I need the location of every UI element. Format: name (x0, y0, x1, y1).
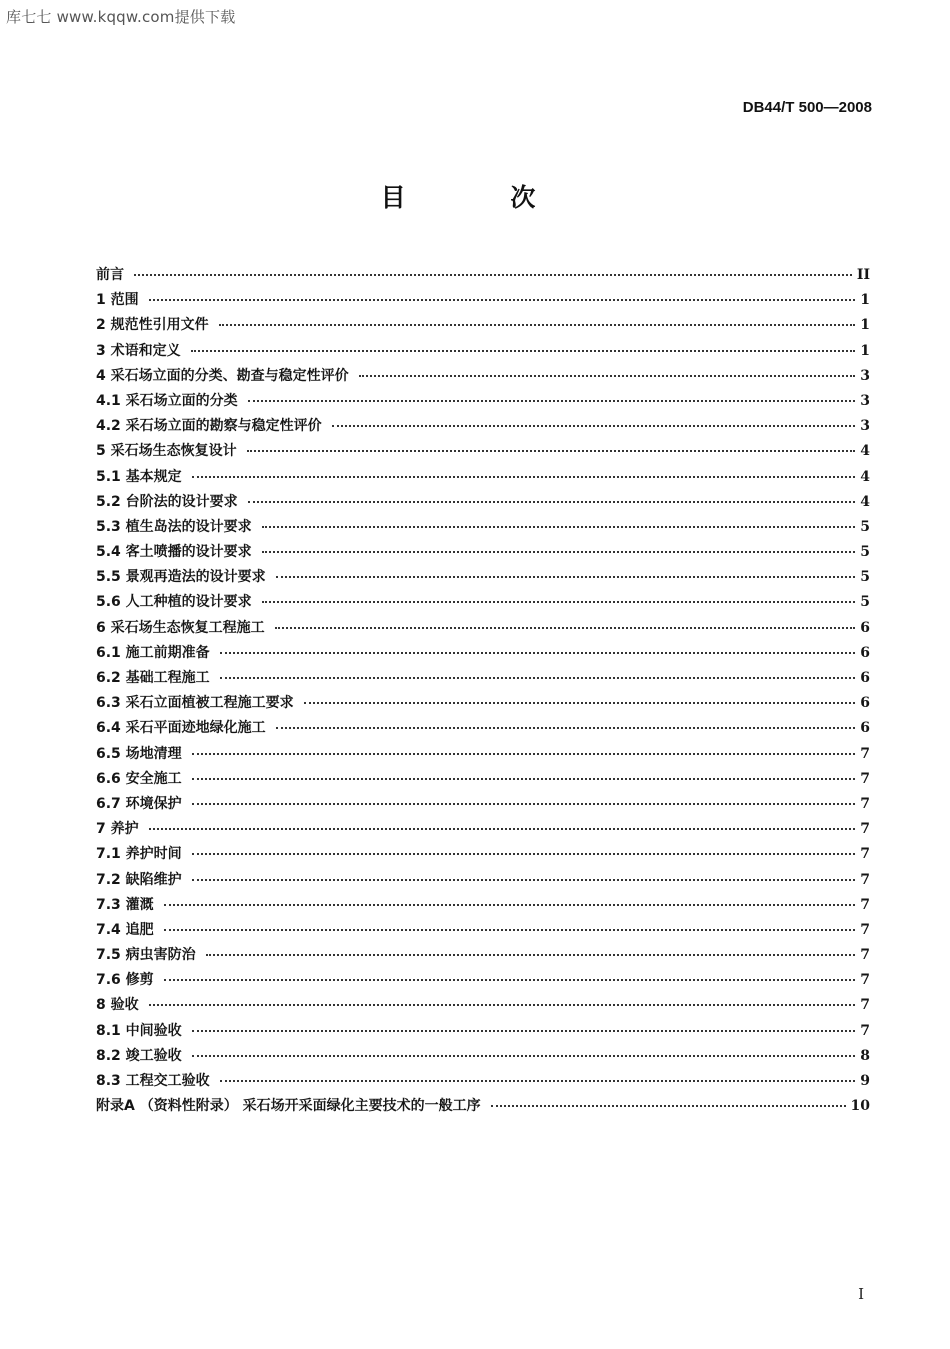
dot-leader (262, 551, 856, 553)
dot-leader (206, 954, 856, 956)
toc-entry-page: 7 (860, 921, 870, 938)
toc-entry-label: 8.3 工程交工验收 (96, 1073, 210, 1089)
toc-entry-page: 7 (860, 745, 870, 762)
toc-entry-label: 7.2 缺陷维护 (96, 871, 182, 888)
toc-entry-5-2[interactable] (96, 491, 870, 516)
dot-leader (219, 324, 856, 326)
toc-entry-page: 5 (860, 518, 870, 535)
dot-leader (134, 274, 852, 276)
dot-leader (192, 476, 856, 478)
toc-entry-6-2[interactable] (96, 667, 870, 692)
dot-leader (149, 299, 856, 301)
dot-leader (164, 904, 856, 906)
toc-entry-7-1[interactable] (96, 843, 870, 868)
dot-leader (149, 1004, 856, 1006)
dot-leader (192, 778, 856, 780)
toc-entry-7-6[interactable] (96, 969, 870, 994)
toc-entry-page: 7 (860, 896, 870, 913)
toc-entry-6-7[interactable] (96, 793, 870, 818)
toc-entry-5-1[interactable] (96, 466, 870, 491)
toc-entry-5-5[interactable] (96, 566, 870, 591)
toc-entry-label: 7.6 修剪 (96, 972, 154, 989)
dot-leader (192, 1055, 856, 1057)
toc-entry-label: 8.1 中间验收 (96, 1022, 182, 1039)
dot-leader (332, 425, 856, 427)
toc-entry-page: 7 (860, 871, 870, 888)
toc-entry-label: 6.2 基础工程施工 (96, 670, 210, 686)
dot-leader (262, 526, 856, 528)
toc-entry-label: 7.3 灌溉 (96, 896, 154, 913)
toc-entry-page: 7 (860, 997, 870, 1014)
toc-entry-page: 7 (860, 770, 870, 787)
dot-leader (192, 1030, 856, 1032)
dot-leader (149, 828, 856, 830)
toc-entry-6-3[interactable] (96, 692, 870, 717)
dot-leader (359, 375, 856, 377)
toc-entry-label: 8.2 竣工验收 (96, 1047, 182, 1064)
dot-leader (248, 501, 856, 503)
toc-entry-label: 4 采石场立面的分类、勘查与稳定性评价 (96, 367, 349, 384)
toc-entry-label: 4.1 采石场立面的分类 (96, 392, 238, 409)
toc-entry-6-5[interactable] (96, 743, 870, 768)
toc-entry-7-5[interactable] (96, 944, 870, 969)
toc-entry-page: 1 (860, 292, 870, 309)
toc-entry-5-3[interactable] (96, 516, 870, 541)
dot-leader (192, 879, 856, 881)
toc-entry-2[interactable] (96, 314, 870, 339)
toc-entry-label: 7.4 追肥 (96, 921, 154, 938)
dot-leader (192, 853, 856, 855)
toc-entry-7[interactable] (96, 818, 870, 843)
dot-leader (220, 677, 856, 679)
toc-entry-6-1[interactable] (96, 642, 870, 667)
toc-entry-label: 5.3 植生岛法的设计要求 (96, 518, 252, 535)
toc-entry-page: 5 (860, 569, 870, 586)
toc-entry-label: 4.2 采石场立面的勘察与稳定性评价 (96, 418, 322, 435)
toc-entry-label: 1 范围 (96, 292, 139, 309)
toc-entry-5-6[interactable] (96, 591, 870, 616)
toc-entry-label: 2 规范性引用文件 (96, 317, 209, 334)
dot-leader (248, 400, 856, 402)
toc-entry-6-4[interactable] (96, 717, 870, 742)
toc-entry-label: 5.6 人工种植的设计要求 (96, 594, 252, 611)
toc-entry-label: 6 采石场生态恢复工程施工 (96, 619, 265, 636)
toc-entry-6[interactable] (96, 617, 870, 642)
toc-entry-label: 6.1 施工前期准备 (96, 644, 210, 661)
toc-entry-page: 7 (860, 821, 870, 838)
toc-entry-appendix-a[interactable] (96, 1095, 870, 1120)
dot-leader (164, 929, 856, 931)
toc-entry-label: 5 采石场生态恢复设计 (96, 443, 237, 460)
toc-entry-label: 6.4 采石平面迹地绿化施工 (96, 720, 266, 737)
toc-entry-label: 附录A （资料性附录） 采石场开采面绿化主要技术的一般工序 (96, 1098, 481, 1115)
table-of-contents (96, 264, 870, 1120)
toc-entry-label: 6.3 采石立面植被工程施工要求 (96, 695, 294, 712)
dot-leader (220, 652, 856, 654)
dot-leader (276, 727, 856, 729)
toc-entry-page: 7 (860, 795, 870, 812)
toc-entry-label: 前言 (96, 267, 124, 283)
toc-entry-page: 7 (860, 846, 870, 863)
toc-entry-page: 6 (860, 670, 870, 686)
toc-entry-8[interactable] (96, 994, 870, 1019)
toc-entry-label: 3 术语和定义 (96, 342, 181, 359)
page-title: 目 次 (380, 183, 584, 212)
watermark-text: 库七七 www.kqqw.com提供下载 (6, 8, 236, 26)
toc-entry-4[interactable] (96, 365, 870, 390)
toc-entry-page: 4 (860, 443, 870, 460)
dot-leader (275, 627, 856, 629)
dot-leader (191, 350, 856, 352)
toc-entry-6-6[interactable] (96, 768, 870, 793)
toc-entry-label: 5.4 客土喷播的设计要求 (96, 544, 252, 561)
toc-entry-label: 5.1 基本规定 (96, 468, 182, 485)
toc-entry-page: 4 (860, 493, 870, 510)
toc-entry-page: 1 (860, 342, 870, 359)
toc-entry-label: 7 养护 (96, 821, 139, 838)
dot-leader (304, 702, 856, 704)
toc-entry-3[interactable] (96, 340, 870, 365)
dot-leader (192, 753, 856, 755)
toc-entry-5-4[interactable] (96, 541, 870, 566)
toc-entry-7-2[interactable] (96, 869, 870, 894)
toc-entry-page: 7 (860, 947, 870, 964)
toc-entry-1[interactable] (96, 289, 870, 314)
dot-leader (491, 1105, 846, 1107)
toc-entry-page: II (856, 267, 870, 283)
toc-entry-label: 6.7 环境保护 (96, 795, 182, 812)
toc-entry-page: 9 (860, 1073, 870, 1089)
toc-entry-foreword[interactable] (96, 264, 870, 289)
dot-leader (262, 601, 856, 603)
toc-entry-8-1[interactable] (96, 1020, 870, 1045)
toc-entry-label: 7.5 病虫害防治 (96, 947, 196, 964)
dot-leader (164, 979, 856, 981)
toc-entry-page: 6 (860, 619, 870, 636)
toc-entry-page: 6 (860, 644, 870, 661)
toc-entry-page: 10 (850, 1098, 870, 1115)
dot-leader (192, 803, 856, 805)
toc-entry-page: 7 (860, 1022, 870, 1039)
toc-entry-8-3[interactable] (96, 1070, 870, 1095)
toc-entry-4-1[interactable] (96, 390, 870, 415)
toc-entry-page: 1 (860, 317, 870, 334)
toc-entry-page: 5 (860, 544, 870, 561)
toc-entry-label: 5.5 景观再造法的设计要求 (96, 569, 266, 586)
toc-entry-page: 8 (860, 1047, 870, 1064)
toc-entry-page: 4 (860, 468, 870, 485)
toc-entry-label: 8 验收 (96, 997, 139, 1014)
toc-entry-8-2[interactable] (96, 1045, 870, 1070)
toc-entry-page: 6 (860, 695, 870, 712)
dot-leader (220, 1080, 856, 1082)
toc-entry-page: 6 (860, 720, 870, 737)
toc-entry-4-2[interactable] (96, 415, 870, 440)
toc-entry-7-3[interactable] (96, 894, 870, 919)
dot-leader (276, 576, 856, 578)
toc-entry-label: 5.2 台阶法的设计要求 (96, 493, 238, 510)
toc-entry-label: 6.5 场地清理 (96, 745, 182, 762)
toc-entry-5[interactable] (96, 440, 870, 465)
toc-entry-page: 7 (860, 972, 870, 989)
toc-entry-page: 5 (860, 594, 870, 611)
toc-entry-page: 3 (860, 392, 870, 409)
toc-entry-label: 6.6 安全施工 (96, 770, 182, 787)
toc-entry-7-4[interactable] (96, 919, 870, 944)
toc-entry-page: 3 (860, 418, 870, 435)
dot-leader (247, 450, 856, 452)
toc-entry-page: 3 (860, 367, 870, 384)
toc-entry-label: 7.1 养护时间 (96, 846, 182, 863)
standard-code: DB44/T 500—2008 (742, 99, 872, 116)
page-number: I (858, 1285, 864, 1303)
